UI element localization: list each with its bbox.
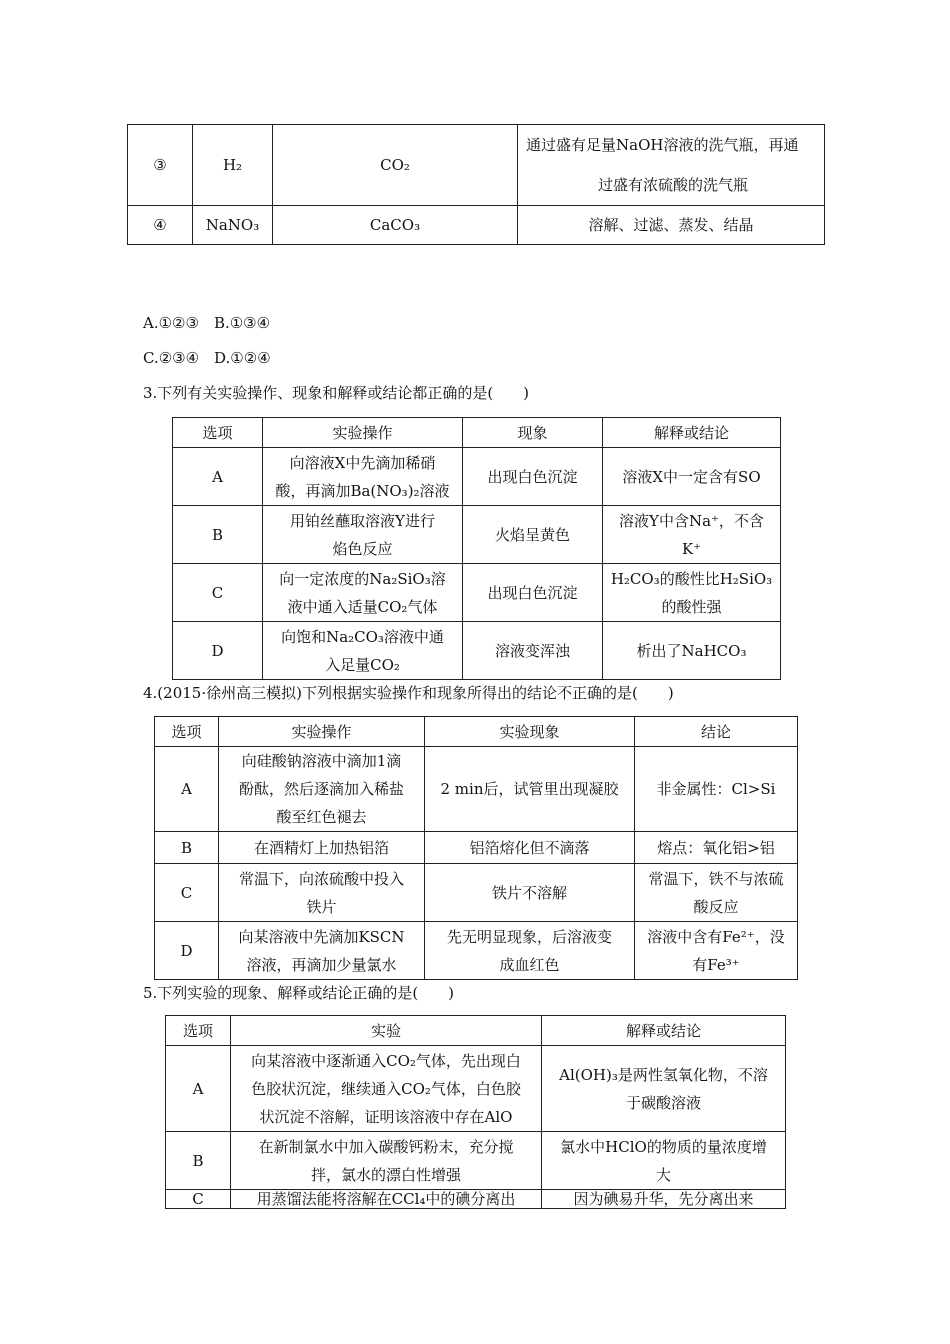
operation-cell bbox=[219, 922, 425, 980]
conclusion-cell bbox=[635, 864, 798, 922]
conclusion-cell: 溶液X中一定含有SO bbox=[603, 448, 781, 506]
cell-line: 入足量CO₂ bbox=[325, 655, 400, 674]
option-cell: C bbox=[155, 864, 219, 922]
header-cell: 选项 bbox=[155, 717, 219, 747]
operation-cell bbox=[263, 622, 463, 680]
cell-line: 用铂丝蘸取溶液Y进行 bbox=[290, 511, 435, 530]
phenomenon-cell: 2 min后，试管里出现凝胶 bbox=[425, 747, 635, 832]
operation-cell bbox=[219, 747, 425, 832]
method-line: 过盛有浓硫酸的洗气瓶 bbox=[597, 176, 748, 194]
cell-line: 在新制氯水中加入碳酸钙粉末，充分搅 bbox=[258, 1137, 514, 1156]
conclusion-cell bbox=[542, 1046, 786, 1132]
header-cell: 选项 bbox=[173, 418, 263, 448]
cell-line: 拌，氯水的漂白性增强 bbox=[310, 1165, 461, 1184]
operation-cell bbox=[219, 864, 425, 922]
phenomenon-cell: 铁片不溶解 bbox=[425, 864, 635, 922]
cell-line: 焰色反应 bbox=[332, 539, 393, 558]
method-line: 通过盛有足量NaOH溶液的洗气瓶，再通 bbox=[526, 136, 799, 154]
option-cell: B bbox=[173, 506, 263, 564]
cell-line: 常温下，向浓硫酸中投入 bbox=[238, 869, 404, 888]
cell-line: 溶液，再滴加少量氯水 bbox=[246, 955, 397, 974]
impurity: CO₂ bbox=[273, 125, 518, 206]
q3-table bbox=[172, 417, 781, 680]
substance: NaNO₃ bbox=[193, 206, 273, 245]
table-row bbox=[173, 448, 781, 506]
cell-line: 状沉淀不溶解，证明该溶液中存在AlO bbox=[259, 1107, 513, 1126]
table-row bbox=[166, 1190, 786, 1209]
cell-line: 于碳酸溶液 bbox=[625, 1093, 701, 1112]
cell-line: 向溶液X中先滴加稀硝 bbox=[289, 453, 436, 472]
cell-line: 常温下，铁不与浓硫 bbox=[648, 869, 784, 888]
conclusion-cell bbox=[635, 922, 798, 980]
conclusion-cell: 熔点：氧化铝>铝 bbox=[635, 832, 798, 864]
option-cell: C bbox=[166, 1190, 231, 1209]
cell-line: 铁片 bbox=[306, 897, 337, 916]
option-cell: B bbox=[155, 832, 219, 864]
phenomenon-cell: 铝箔熔化但不滴落 bbox=[425, 832, 635, 864]
table-row bbox=[155, 922, 798, 980]
conclusion-cell bbox=[603, 564, 781, 622]
header-cell: 解释或结论 bbox=[603, 418, 781, 448]
phenomenon-cell: 溶液变浑浊 bbox=[463, 622, 603, 680]
header-cell: 结论 bbox=[635, 717, 798, 747]
phenomenon-cell: 出现白色沉淀 bbox=[463, 564, 603, 622]
conclusion-cell bbox=[603, 506, 781, 564]
option-cell: A bbox=[173, 448, 263, 506]
phenomenon-cell: 火焰呈黄色 bbox=[463, 506, 603, 564]
option-cell: A bbox=[166, 1046, 231, 1132]
cell-line: 酚酞，然后逐滴加入稀盐 bbox=[238, 780, 404, 798]
cell-line: Al(OH)₃是两性氢氧化物，不溶 bbox=[559, 1065, 768, 1084]
table-header-row bbox=[173, 418, 781, 448]
header-cell: 解释或结论 bbox=[542, 1016, 786, 1046]
operation-cell bbox=[263, 506, 463, 564]
conclusion-cell: 非金属性：Cl>Si bbox=[635, 747, 798, 832]
row-number: ④ bbox=[128, 206, 193, 245]
experiment-cell bbox=[231, 1132, 542, 1190]
q2-options-line-2: C.②③④ D.①②④ bbox=[143, 349, 271, 367]
table-row bbox=[173, 622, 781, 680]
table-row bbox=[128, 125, 825, 206]
conclusion-cell: 因为碘易升华，先分离出来 bbox=[542, 1190, 786, 1209]
cell-line: 溶液Y中含Na⁺，不含 bbox=[619, 511, 764, 530]
cell-line: 大 bbox=[655, 1165, 671, 1184]
q3-stem: 3.下列有关实验操作、现象和解释或结论都正确的是( ) bbox=[143, 384, 530, 402]
q5-stem: 5.下列实验的现象、解释或结论正确的是( ) bbox=[143, 984, 455, 1002]
substance: H₂ bbox=[193, 125, 273, 206]
cell-line: 向某溶液中逐渐通入CO₂气体，先出现白 bbox=[251, 1051, 521, 1070]
cell-line: 液中通入适量CO₂气体 bbox=[287, 597, 438, 616]
cell-line: 向一定浓度的Na₂SiO₃溶 bbox=[279, 569, 446, 588]
cell-line: 向硅酸钠溶液中滴加1滴 bbox=[241, 752, 402, 770]
table-row bbox=[173, 506, 781, 564]
cell-line: 的酸性强 bbox=[661, 597, 722, 616]
table-row bbox=[166, 1046, 786, 1132]
cell-line: 酸反应 bbox=[693, 897, 739, 916]
row-number: ③ bbox=[128, 125, 193, 206]
table-header-row bbox=[155, 717, 798, 747]
header-cell: 现象 bbox=[463, 418, 603, 448]
cell-line: H₂CO₃的酸性比H₂SiO₃ bbox=[610, 569, 773, 588]
experiment-cell bbox=[231, 1046, 542, 1132]
header-cell: 实验操作 bbox=[263, 418, 463, 448]
impurity: CaCO₃ bbox=[273, 206, 518, 245]
q4-table bbox=[154, 716, 798, 980]
option-cell: B bbox=[166, 1132, 231, 1190]
cell-line: 酸，再滴加Ba(NO₃)₂溶液 bbox=[275, 481, 450, 500]
conclusion-cell: 析出了NaHCO₃ bbox=[603, 622, 781, 680]
experiment-cell: 用蒸馏法能将溶解在CCl₄中的碘分离出 bbox=[231, 1190, 542, 1209]
operation-cell bbox=[263, 564, 463, 622]
cell-line: 酸至红色褪去 bbox=[276, 808, 367, 826]
header-cell: 实验操作 bbox=[219, 717, 425, 747]
cell-line: 有Fe³⁺ bbox=[692, 955, 740, 974]
q2-options-line-1: A.①②③ B.①③④ bbox=[143, 314, 271, 332]
q4-stem: 4.(2015·徐州高三模拟)下列根据实验操作和现象所得出的结论不正确的是( ) bbox=[143, 684, 674, 702]
option-cell: C bbox=[173, 564, 263, 622]
q5-table bbox=[165, 1015, 786, 1209]
separation-table bbox=[127, 124, 825, 245]
cell-line: 氯水中HClO的物质的量浓度增 bbox=[560, 1137, 767, 1156]
option-cell: D bbox=[173, 622, 263, 680]
operation-cell bbox=[263, 448, 463, 506]
option-cell: D bbox=[155, 922, 219, 980]
table-row bbox=[155, 747, 798, 832]
cell-line: K⁺ bbox=[681, 539, 702, 558]
phenomenon-cell bbox=[425, 922, 635, 980]
cell-line: 成血红色 bbox=[499, 955, 560, 974]
option-cell: A bbox=[155, 747, 219, 832]
cell-line: 向某溶液中先滴加KSCN bbox=[238, 927, 405, 946]
cell-line: 色胶状沉淀，继续通入CO₂气体，白色胶 bbox=[251, 1079, 521, 1098]
method bbox=[518, 125, 825, 206]
table-header-row bbox=[166, 1016, 786, 1046]
phenomenon-cell: 出现白色沉淀 bbox=[463, 448, 603, 506]
header-cell: 实验现象 bbox=[425, 717, 635, 747]
header-cell: 实验 bbox=[231, 1016, 542, 1046]
cell-line: 向饱和Na₂CO₃溶液中通 bbox=[281, 627, 444, 646]
cell-line: 先无明显现象，后溶液变 bbox=[446, 927, 612, 946]
header-cell: 选项 bbox=[166, 1016, 231, 1046]
table-row bbox=[166, 1132, 786, 1190]
table-row bbox=[155, 864, 798, 922]
conclusion-cell bbox=[542, 1132, 786, 1190]
table-row bbox=[155, 832, 798, 864]
method: 溶解、过滤、蒸发、结晶 bbox=[518, 206, 825, 245]
table-row bbox=[128, 206, 825, 245]
table-row bbox=[173, 564, 781, 622]
cell-line: 溶液中含有Fe²⁺，没 bbox=[647, 927, 785, 946]
operation-cell: 在酒精灯上加热铝箔 bbox=[219, 832, 425, 864]
